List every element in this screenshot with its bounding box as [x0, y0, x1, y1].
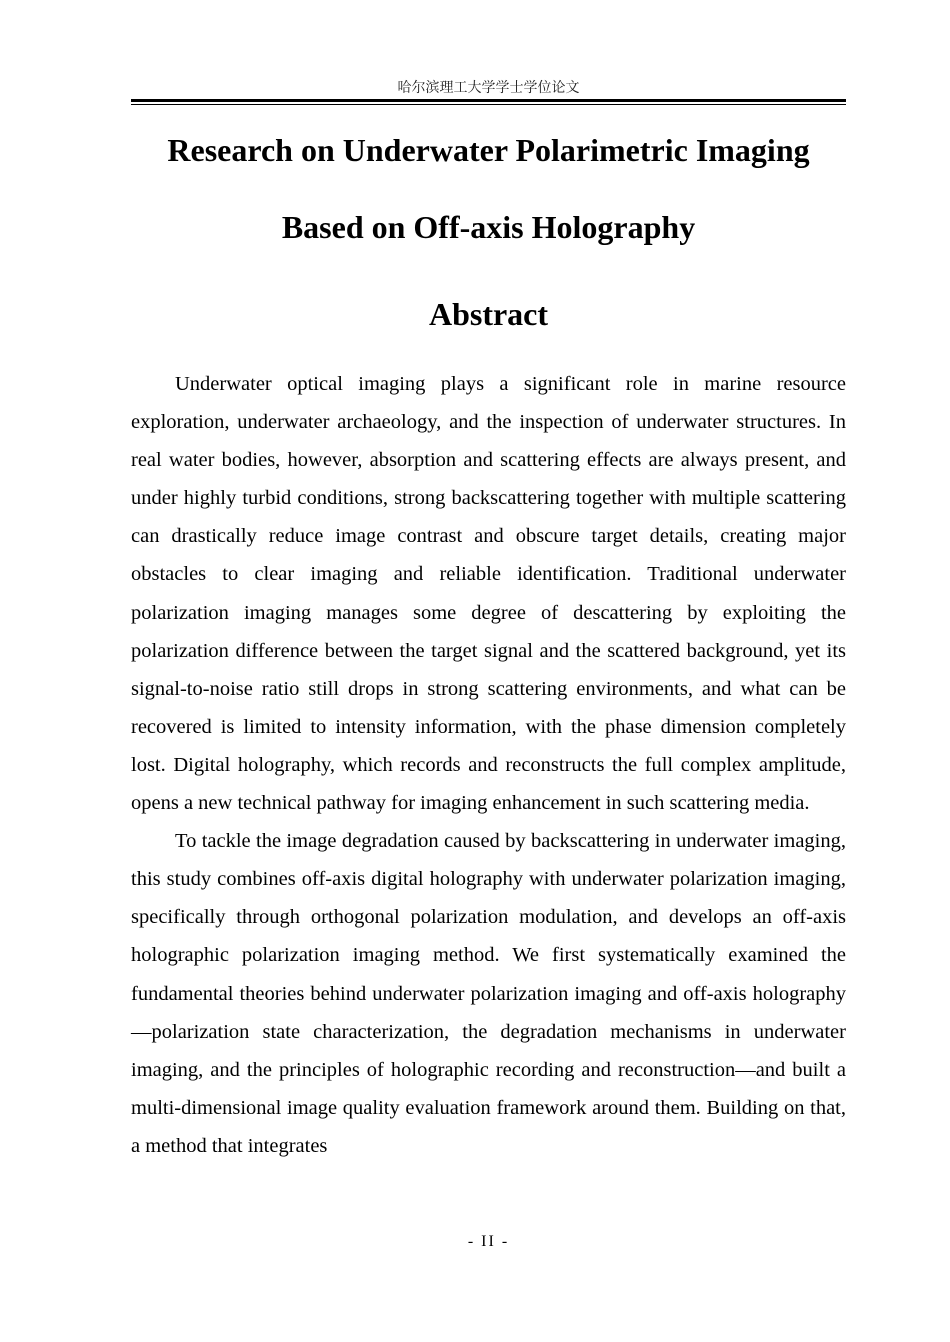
thesis-title-line-2: Based on Off-axis Holography — [281, 209, 696, 245]
page-number: - II - — [467, 1233, 510, 1250]
running-header: 哈尔滨理工大学学士学位论文 — [397, 80, 580, 96]
header-rule-thick — [131, 99, 846, 102]
abstract-paragraph-1: Underwater optical imaging plays a significant role in marine resource exploration, underwater archaeology, and the inspection of underwater structures. In real water bodies, however, absorption and scattering effects are always present, and under highly turbid conditions, strong backscattering together with multiple scattering can drastically reduce image contrast and obscure target details, creating major obstacles to clear imaging and reliable identification. Traditional underwater polarization imaging manages some degree of descattering by exploiting the polarization difference between the target signal and the scattered background, yet its signal-to-noise ratio still drops in strong scattering environments, and what can be recovered is limited to intensity information, with the phase dimension completely lost. Digital holography, which records and reconstructs the full complex amplitude, opens a new technical pathway for imaging enhancement in such scattering media. — [131, 373, 846, 815]
thesis-title-line-1: Research on Underwater Polarimetric Imaging — [167, 132, 810, 168]
abstract-paragraph-2: To tackle the image degradation caused by backscattering in underwater imaging, this study combines off-axis digital holography with underwater polarization imaging, specifically through orthogonal polarization modulation, and develops an off-axis holographic polarization imaging method. We first systematically examined the fundamental theories behind underwater polarization imaging and off-axis holography—polarization state characterization, the degradation mechanisms in underwater imaging, and the principles of holographic recording and reconstruction—and built a multi-dimensional image quality evaluation framework around them. Building on that, a method that integrates — [131, 830, 846, 1157]
header-rule-thin — [131, 104, 846, 105]
abstract-body — [131, 365, 846, 1165]
abstract-heading: Abstract — [428, 296, 549, 332]
